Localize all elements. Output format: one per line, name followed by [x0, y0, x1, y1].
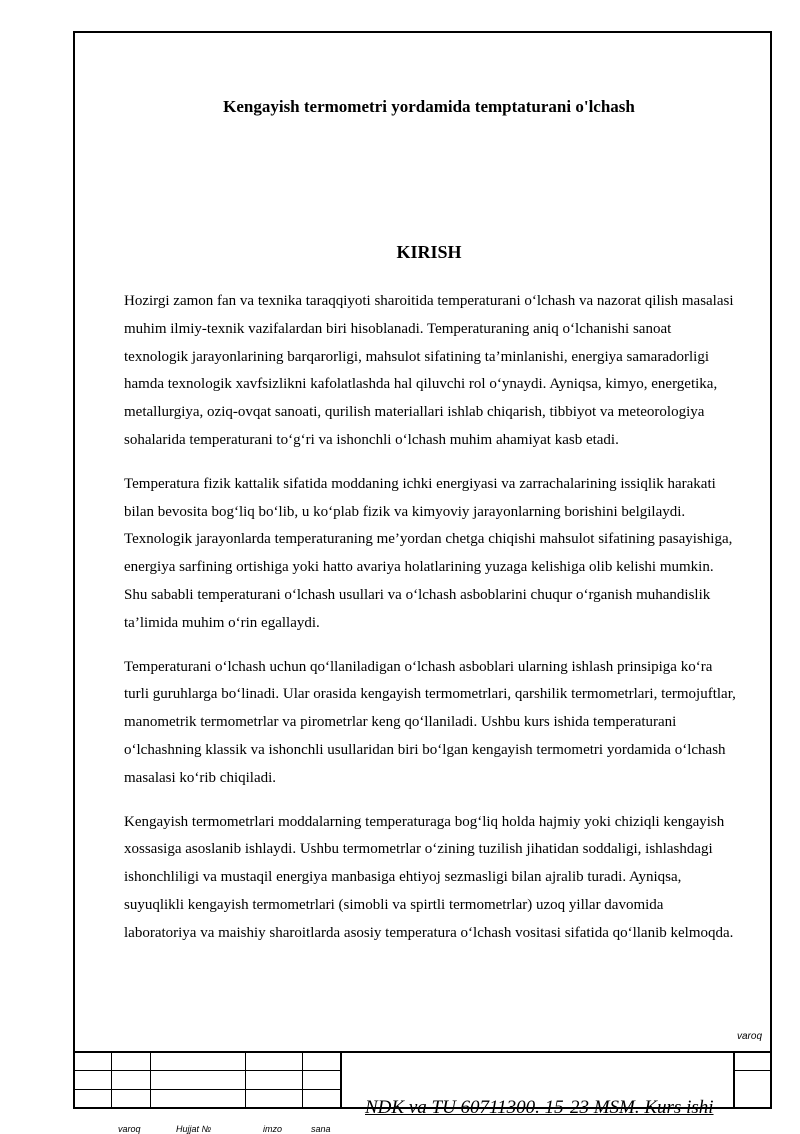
paragraph: Temperatura fizik kattalik sifatida moddaning ichki energiyasi va zarrachalarining issiqlik harakati bilan bevosita bog‘liq bo‘lib, u ko‘plab fizik va kimyoviy jarayonlarning borishini belgilaydi. Texnologik jarayonlarda temperaturaning me’yordan chetga chiqishi mahsulot sifatining pasayishiga, energiya sarfining ortishiga yoki hatto avariya holatlarining yuzaga kelishiga olib kelishi mumkin. Shu sababli temperaturani o‘lchash usullari va o‘lchash asboblarini chuqur o‘rganish muhandislik ta’limida muhim o‘rin egallaydi.	[124, 475, 733, 631]
section-title: KIRISH	[396, 242, 462, 262]
column-label-imzo: imzo	[263, 1124, 283, 1134]
stamp-col-line	[340, 1051, 342, 1109]
stamp-col-line	[111, 1051, 112, 1109]
column-label-sana: sana	[311, 1124, 331, 1134]
stamp-row-line	[73, 1089, 341, 1090]
stamp-top-line	[73, 1051, 772, 1053]
stamp-col-line	[733, 1051, 735, 1109]
stamp-col-line	[150, 1051, 151, 1109]
body-text	[124, 288, 739, 964]
stamp-col-line	[302, 1051, 303, 1109]
paragraph: Temperaturani o‘lchash uchun qo‘llaniladigan o‘lchash asboblari ularning ishlash prinsipiga ko‘ra turli guruhlarga bo‘linadi. Ular orasida kengayish termometrlari, qarshilik termometrlari, termojuftlar, manometrik termometrlar va pirometrlar keng qo‘llaniladi. Ushbu kurs ishida temperaturani o‘lchashning klassik va ishonchli usullaridan biri bo‘lgan kengayish termometri yordamida o‘lchash masalasi ko‘rib chiqiladi.	[124, 658, 736, 786]
paragraph: Hozirgi zamon fan va texnika taraqqiyoti sharoitida temperaturani o‘lchash va nazorat qilish masalasi muhim ilmiy-texnik vazifalardan biri hisoblanadi. Temperaturaning aniq o‘lchanishi sanoat texnologik jarayonlarining barqarorligi, mahsulot sifatining ta’minlanishi, energiya samaradorligi hamda texnologik xavfsizlikni kafolatlashda hal qiluvchi rol o‘ynaydi. Ayniqsa, kimyo, energetika, metallurgiya, oziq-ovqat sanoati, qurilish materiallari ishlab chiqarish, tibbiyot va meteorologiya sohalarida temperaturani to‘g‘ri va ishonchli o‘lchash muhim ahamiyat kasb etadi.	[124, 293, 734, 448]
stamp-row-line	[73, 1070, 341, 1071]
stamp-row-line	[734, 1070, 772, 1071]
column-label-hujjat: Hujjat №	[176, 1124, 212, 1134]
column-label-varoq: varoq	[118, 1124, 141, 1134]
document-code: NDK va TU 60711300. 15-23 MSM. Kurs ishi	[365, 1097, 714, 1118]
document-title: Kengayish termometri yordamida temptaturani o'lchash	[223, 97, 635, 116]
stamp-col-line	[245, 1051, 246, 1109]
paragraph: Kengayish termometrlari moddalarning temperaturaga bog‘liq holda hajmiy yoki chiziqli kengayish xossasiga asoslanib ishlaydi. Ushbu termometrlar o‘zining tuzilish jihatidan soddaligi, ishlashdagi ishonchliligi va mustaqil energiya manbasiga ehtiyoj sezmasligi bilan ajralib turadi. Ayniqsa, suyuqlikli kengayish termometrlari (simobli va spirtli termometrlar) uzoq yillar davomida laboratoriya va maishiy sharoitlarda asosiy temperatura o‘lchash vositasi sifatida qo‘llanib kelmoqda.	[124, 813, 734, 941]
sheet-label: varoq	[737, 1031, 763, 1042]
